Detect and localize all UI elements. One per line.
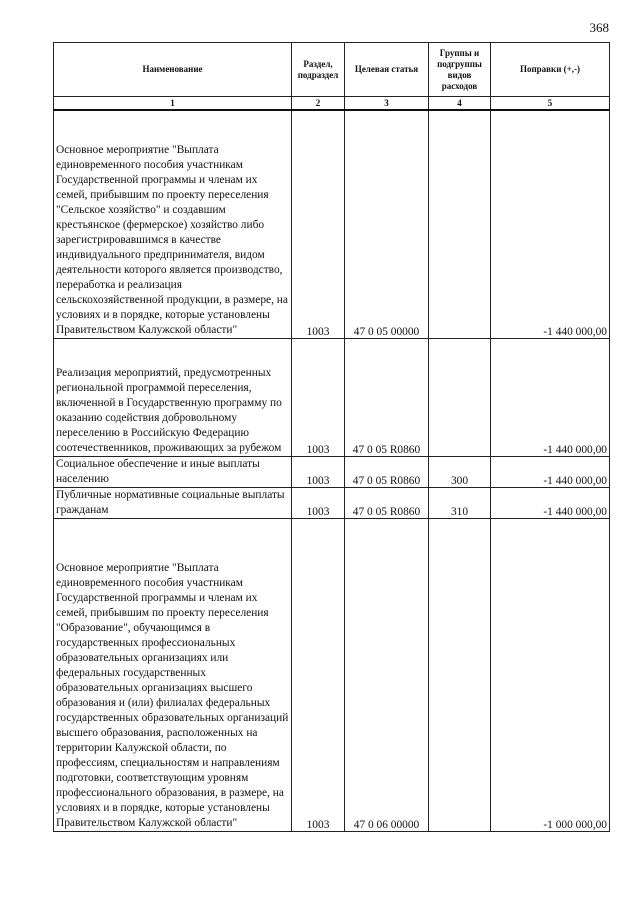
row-name: Публичные нормативные социальные выплаты гражданам xyxy=(54,487,292,518)
row-target: 47 0 05 00000 xyxy=(345,110,429,338)
page-number: 368 xyxy=(589,20,609,35)
row-amount: -1 440 000,00 xyxy=(491,456,610,487)
row-group xyxy=(429,338,491,456)
row-amount: -1 440 000,00 xyxy=(491,487,610,518)
table-row xyxy=(54,518,610,831)
column-number-row xyxy=(54,97,610,111)
row-target: 47 0 05 R0860 xyxy=(345,456,429,487)
row-name: Основное мероприятие "Выплата единовременного пособия участникам Государственной программы и членам их семей, прибывшим по проекту переселения "Образование", обучающимся в государственных профессиональных образовательных организациях или федеральных государственных образовательных организациях высшего образования и (или) филиалах федеральных государственных образовательных организаций высшего образования, расположенных на территории Калужской области, по профессиям, специальностям и направлениям подготовки, соответствующим уровням профессионального образования, в размере, на условиях и в порядке, которые установлены Правительством Калужской области" xyxy=(54,518,292,831)
column-number: 2 xyxy=(292,97,345,111)
row-name: Основное мероприятие "Выплата единовременного пособия участникам Государственной программы и членам их семей, прибывшим по проекту переселения "Сельское хозяйство" и создавшим крестьянское (фермерское) хозяйство либо зарегистрировавшимся в качестве индивидуального предпринимателя, видом деятельности которого является производство, переработка и реализация сельскохозяйственной продукции, в размере, на условиях и в порядке, которые установлены Правительством Калужской области" xyxy=(54,110,292,338)
row-amount: -1 440 000,00 xyxy=(491,110,610,338)
header-target: Целевая статья xyxy=(345,43,429,97)
row-section: 1003 xyxy=(292,456,345,487)
row-amount: -1 000 000,00 xyxy=(491,518,610,831)
row-group xyxy=(429,518,491,831)
row-section: 1003 xyxy=(292,110,345,338)
row-group: 310 xyxy=(429,487,491,518)
row-target: 47 0 05 R0860 xyxy=(345,487,429,518)
header-name: Наименование xyxy=(54,43,292,97)
budget-amendments-table xyxy=(53,42,610,832)
row-section: 1003 xyxy=(292,518,345,831)
row-target: 47 0 05 R0860 xyxy=(345,338,429,456)
column-number: 1 xyxy=(54,97,292,111)
row-amount: -1 440 000,00 xyxy=(491,338,610,456)
table-row xyxy=(54,487,610,518)
row-section: 1003 xyxy=(292,338,345,456)
header-row xyxy=(54,43,610,97)
row-group xyxy=(429,110,491,338)
column-number: 5 xyxy=(491,97,610,111)
column-number: 3 xyxy=(345,97,429,111)
table-row xyxy=(54,456,610,487)
header-amendments: Поправки (+,-) xyxy=(491,43,610,97)
row-name: Реализация мероприятий, предусмотренных региональной программой переселения, включенной в Государственную программу по оказанию содействия добровольному переселению в Российскую Федерацию соотечественников, проживающих за рубежом xyxy=(54,338,292,456)
row-name: Социальное обеспечение и иные выплаты населению xyxy=(54,456,292,487)
header-section: Раздел, подраздел xyxy=(292,43,345,97)
header-groups: Группы и подгруппы видов расходов xyxy=(429,43,491,97)
table-row xyxy=(54,110,610,338)
row-target: 47 0 06 00000 xyxy=(345,518,429,831)
row-group: 300 xyxy=(429,456,491,487)
table-row xyxy=(54,338,610,456)
row-section: 1003 xyxy=(292,487,345,518)
column-number: 4 xyxy=(429,97,491,111)
